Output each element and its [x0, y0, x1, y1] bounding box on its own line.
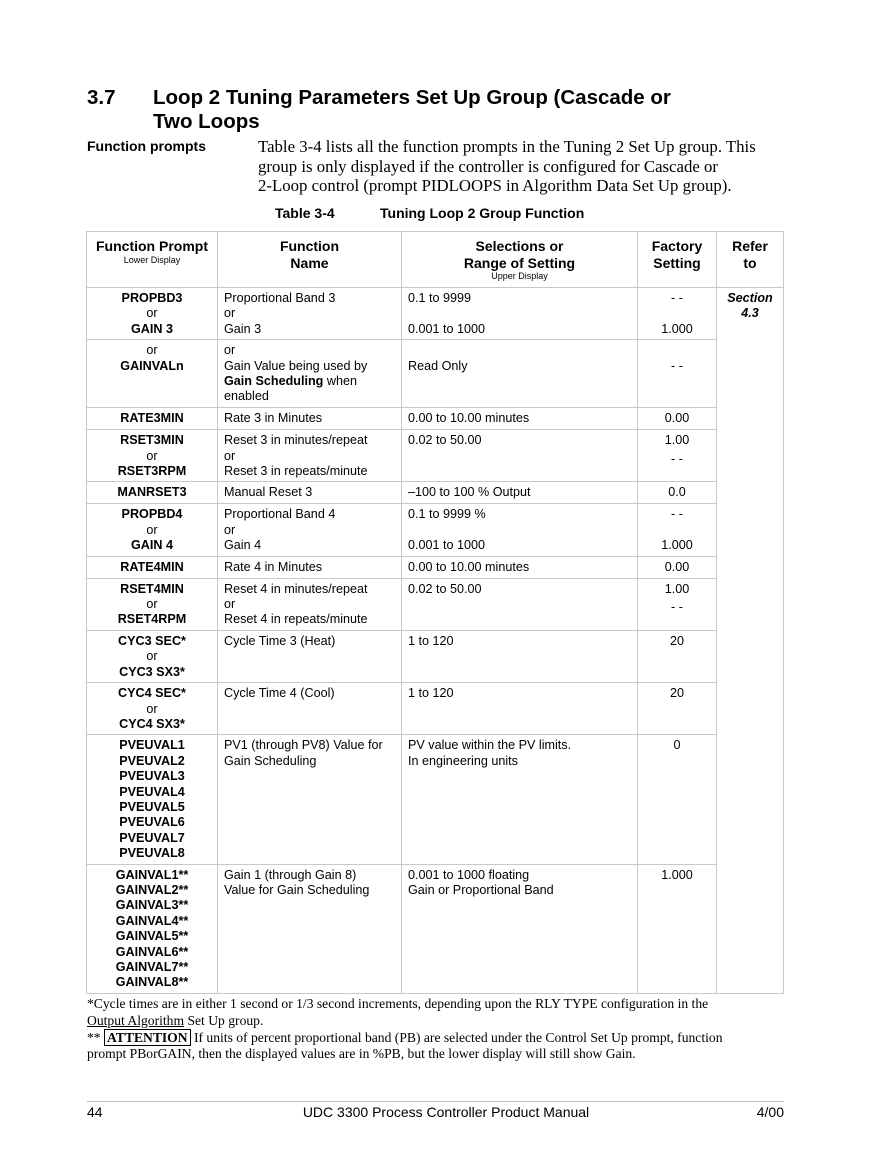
range-cell: 0.1 to 9999 % 0.001 to 1000 — [402, 504, 638, 556]
factory-cell: 1.000 — [638, 864, 717, 993]
factory-cell: 0 — [638, 735, 717, 864]
name-cell: or Gain Value being used by Gain Scheduling when enabled — [218, 340, 402, 408]
issue-date: 4/00 — [756, 1104, 784, 1120]
manual-title: UDC 3300 Process Controller Product Manual — [302, 1104, 590, 1120]
prompt-cell: RSET3MIN or RSET3RPM — [87, 430, 218, 482]
cycle-note: *Cycle times are in either 1 second or 1/3 second increments, depending upon the RLY TYPE configuration in the — [87, 996, 709, 1011]
range-cell: 0.00 to 10.00 minutes — [402, 556, 638, 578]
name-cell: Rate 4 in Minutes — [218, 556, 402, 578]
side-label: Function prompts — [87, 138, 206, 154]
name-cell: Proportional Band 3 or Gain 3 — [218, 288, 402, 340]
name-cell: Proportional Band 4 or Gain 4 — [218, 504, 402, 556]
table-row — [87, 504, 784, 556]
factory-cell: 20 — [638, 683, 717, 735]
table-row — [87, 864, 784, 993]
name-cell: Cycle Time 4 (Cool) — [218, 683, 402, 735]
attention-note: ** ATTENTION If units of percent proportional band (PB) are selected under the Control Set Up prompt, function — [87, 1029, 723, 1045]
range-cell: 1 to 120 — [402, 630, 638, 682]
table-caption — [275, 205, 584, 221]
prompt-cell: RATE3MIN — [87, 408, 218, 430]
table-row — [87, 430, 784, 482]
name-cell: Gain 1 (through Gain 8) Value for Gain Scheduling — [218, 864, 402, 993]
name-cell: Manual Reset 3 — [218, 482, 402, 504]
name-cell: PV1 (through PV8) Value for Gain Scheduling — [218, 735, 402, 864]
prompt-cell: MANRSET3 — [87, 482, 218, 504]
table-row — [87, 630, 784, 682]
prompt-cell: PROPBD3 or GAIN 3 — [87, 288, 218, 340]
range-cell: 0.02 to 50.00 — [402, 430, 638, 482]
table-header-row — [87, 232, 784, 288]
prompt-cell: RATE4MIN — [87, 556, 218, 578]
page-number: 44 — [87, 1104, 103, 1120]
factory-cell: 1.00 - - — [638, 578, 717, 630]
factory-cell: 1.00 - - — [638, 430, 717, 482]
factory-cell: - - — [638, 340, 717, 408]
range-cell: 0.1 to 9999 0.001 to 1000 — [402, 288, 638, 340]
table-row — [87, 683, 784, 735]
table-row — [87, 408, 784, 430]
footer-divider — [87, 1101, 784, 1102]
refer-section-cell: Section 4.3 — [717, 288, 784, 994]
prompt-cell: CYC3 SEC* or CYC3 SX3* — [87, 630, 218, 682]
prompt-cell: CYC4 SEC* or CYC4 SX3* — [87, 683, 218, 735]
table-row — [87, 578, 784, 630]
table-row — [87, 482, 784, 504]
factory-cell: 20 — [638, 630, 717, 682]
table-number: Table 3-4 — [275, 205, 335, 221]
range-cell: Read Only — [402, 340, 638, 408]
section-title: Loop 2 Tuning Parameters Set Up Group (Cascade or Two Loops — [153, 86, 671, 133]
table-row — [87, 340, 784, 408]
intro-paragraph: Table 3-4 lists all the function prompts in the Tuning 2 Set Up group. This group is only displayed if the controller is configured for Cascade or 2-Loop control (prompt PIDLOOPS in Algorithm Data Set Up group). — [258, 137, 756, 195]
factory-cell: 0.00 — [638, 556, 717, 578]
table-notes: *Cycle times are in either 1 second or 1/3 second increments, depending upon the RLY TYPE configuration in the Output Algorithm Set Up group. ** ATTENTION If units of percent proportional band (PB) are selected under the Control Set Up prompt, function prompt PBorGAIN, then the displayed values are in %PB, but the lower display will still show Gain. — [87, 996, 787, 1063]
table-title: Tuning Loop 2 Group Function — [380, 205, 585, 221]
name-cell: Rate 3 in Minutes — [218, 408, 402, 430]
prompt-cell: PVEUVAL1 PVEUVAL2 PVEUVAL3 PVEUVAL4 PVEUVAL5 PVEUVAL6 PVEUVAL7 PVEUVAL8 — [87, 735, 218, 864]
name-cell: Cycle Time 3 (Heat) — [218, 630, 402, 682]
function-table — [86, 231, 784, 994]
range-cell: 0.02 to 50.00 — [402, 578, 638, 630]
factory-cell: - - 1.000 — [638, 288, 717, 340]
header-function-name: Function Name — [218, 232, 402, 288]
prompt-cell: GAINVAL1** GAINVAL2** GAINVAL3** GAINVAL4** GAINVAL5** GAINVAL6** GAINVAL7** GAINVAL8** — [87, 864, 218, 993]
prompt-cell: RSET4MIN or RSET4RPM — [87, 578, 218, 630]
table-row — [87, 288, 784, 340]
table-row — [87, 556, 784, 578]
attention-label: ATTENTION — [104, 1029, 191, 1046]
factory-cell: - - 1.000 — [638, 504, 717, 556]
header-factory-setting: Factory Setting — [638, 232, 717, 288]
range-cell: –100 to 100 % Output — [402, 482, 638, 504]
name-cell: Reset 3 in minutes/repeat or Reset 3 in repeats/minute — [218, 430, 402, 482]
header-range: Selections or Range of Setting Upper Display — [402, 232, 638, 288]
range-cell: PV value within the PV limits. In engineering units — [402, 735, 638, 864]
header-refer-to: Refer to — [717, 232, 784, 288]
name-cell: Reset 4 in minutes/repeat or Reset 4 in repeats/minute — [218, 578, 402, 630]
factory-cell: 0.00 — [638, 408, 717, 430]
range-cell: 0.001 to 1000 floating Gain or Proportional Band — [402, 864, 638, 993]
header-function-prompt: Function Prompt Lower Display — [87, 232, 218, 288]
range-cell: 0.00 to 10.00 minutes — [402, 408, 638, 430]
section-number: 3.7 — [87, 86, 116, 109]
table-row — [87, 735, 784, 864]
factory-cell: 0.0 — [638, 482, 717, 504]
prompt-cell: PROPBD4 or GAIN 4 — [87, 504, 218, 556]
range-cell: 1 to 120 — [402, 683, 638, 735]
prompt-cell: or GAINVALn — [87, 340, 218, 408]
